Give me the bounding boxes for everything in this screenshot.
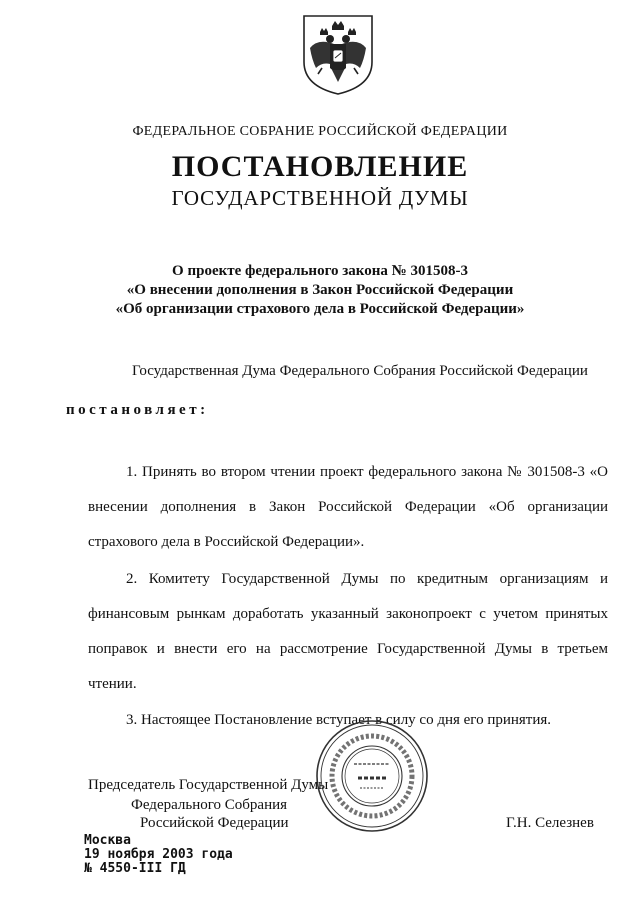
resolves-word: постановляет: [66,402,209,418]
signatory-name: Г.Н. Селезнев [506,815,594,831]
subject-line-1: О проекте федерального закона № 301508-3 [172,263,468,279]
organization-title: ФЕДЕРАЛЬНОЕ СОБРАНИЕ РОССИЙСКОЙ ФЕДЕРАЦИИ [132,124,508,139]
subject-line-2: «О внесении дополнения в Закон Российской Федерации [126,282,514,298]
issuer-title: ГОСУДАРСТВЕННОЙ ДУМЫ [171,186,469,210]
protocol-department-stamp [314,718,430,834]
document-type-title: ПОСТАНОВЛЕНИЕ [171,150,469,183]
document-footer [84,834,233,876]
footer-number: № 4550-III ГД [84,861,186,876]
footer-date: 19 ноября 2003 года [84,847,233,862]
paragraph-1: 1. Принять во втором чтении проект федерального закона № 301508-3 «О внесении дополнения в Закон Российской Федерации «Об организации страхового дела в Российской Федерации». [88,464,608,550]
subject-line-3: «Об организации страхового дела в Российской Федерации» [115,301,525,317]
signatory-title-line-2: Федерального Собрания [131,797,288,813]
signatory-title-line-3: Российской Федерации [140,815,289,831]
paragraph-3: 3. Настоящее Постановление вступает в силу со дня его принятия. [126,712,552,728]
preamble: Государственная Дума Федерального Собрания Российской Федерации [132,363,588,379]
footer-city: Москва [84,833,131,848]
document-subject [0,262,640,319]
coat-of-arms-icon [300,12,376,96]
paragraph-2: 2. Комитету Государственной Думы по кредитным организациям и финансовым рынкам доработать указанный законопроект с учетом принятых поправок и внести его на рассмотрение Государственной Думы в третьем чтении. [88,571,608,692]
signatory-title-line-1: Председатель Государственной Думы [88,777,329,793]
